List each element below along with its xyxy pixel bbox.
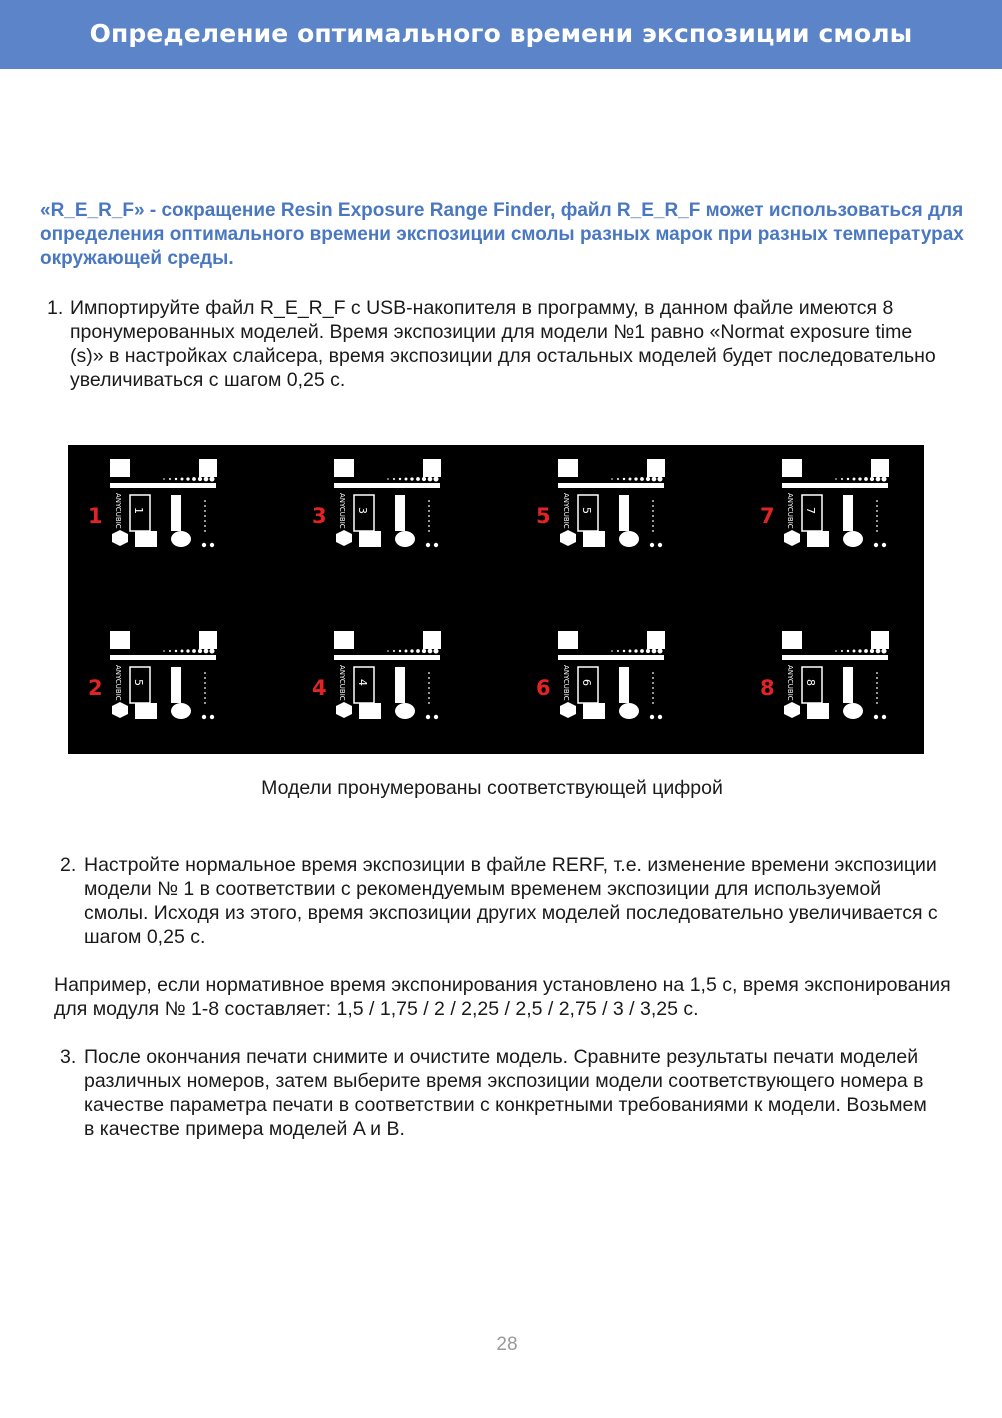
top-right-square <box>871 631 889 649</box>
dot-marker <box>387 650 389 652</box>
top-left-square <box>558 459 578 477</box>
figure-caption: Модели пронумерованы соответствующей цифрой <box>261 777 723 799</box>
pin-dot <box>204 697 206 699</box>
pin-dot <box>428 505 430 507</box>
dot-marker <box>640 477 644 481</box>
engraved-number: 1 <box>132 507 145 514</box>
pin-dot <box>652 682 654 684</box>
hexagon-shape <box>560 530 576 546</box>
pin-dot <box>876 672 878 674</box>
small-dot <box>874 715 878 719</box>
dot-marker <box>186 477 189 480</box>
bottom-ellipse <box>843 703 863 719</box>
pin-dot <box>204 500 206 502</box>
pin-dot <box>428 692 430 694</box>
dot-marker <box>870 477 874 481</box>
pin-dot <box>204 510 206 512</box>
model-number-label: 2 <box>88 676 103 700</box>
pin-dot <box>652 510 654 512</box>
dot-marker <box>410 649 413 652</box>
dot-marker <box>876 649 881 654</box>
pin-dot <box>652 692 654 694</box>
small-dot <box>882 543 886 547</box>
hexagon-shape <box>784 530 800 546</box>
vertical-pillar <box>171 667 181 703</box>
pin-dot <box>876 505 878 507</box>
dot-marker <box>181 650 184 653</box>
top-left-square <box>558 631 578 649</box>
pin-dot <box>876 682 878 684</box>
dot-marker <box>629 478 632 481</box>
horizontal-bar <box>782 483 888 488</box>
dot-marker <box>433 648 438 653</box>
dot-marker <box>611 478 613 480</box>
bottom-rectangle <box>359 703 381 719</box>
pin-dot <box>204 515 206 517</box>
small-dot <box>650 543 654 547</box>
top-left-square <box>110 459 130 477</box>
step-number: 1. <box>47 297 64 319</box>
pin-dot <box>428 520 430 522</box>
pin-dot <box>204 702 206 704</box>
example-paragraph: Например, если нормативное время экспонирования установлено на 1,5 с, время экспонирования для модуля № 1-8 составляет: 1,5 / 1,75 / 2 / 2,25 / 2,5 / 2,75 / 3 / 3,25 с. <box>54 974 951 1020</box>
side-brand-text: ANYCUBIC <box>338 493 346 529</box>
engraved-number: 8 <box>804 679 817 686</box>
dot-marker <box>399 478 401 480</box>
top-left-square <box>782 631 802 649</box>
vertical-pillar <box>619 495 629 531</box>
dot-marker <box>186 649 189 652</box>
dot-marker <box>416 477 420 481</box>
side-brand-text: ANYCUBIC <box>562 665 570 701</box>
small-dot <box>202 715 206 719</box>
engraved-number: 4 <box>356 679 369 686</box>
horizontal-bar <box>334 483 440 488</box>
dot-marker <box>617 650 619 652</box>
model-number-label: 5 <box>536 504 551 528</box>
page-title: Определение оптимального времени экспозиции смолы <box>89 19 913 48</box>
bottom-rectangle <box>583 531 605 547</box>
dot-marker <box>646 649 650 653</box>
dot-marker <box>864 649 868 653</box>
dot-marker <box>393 478 395 480</box>
model-number-label: 1 <box>88 504 103 528</box>
pin-dot <box>428 515 430 517</box>
engraved-number: 7 <box>804 507 817 514</box>
bottom-ellipse <box>395 531 415 547</box>
model-number-label: 4 <box>312 676 327 700</box>
dot-marker <box>204 649 209 654</box>
bottom-ellipse <box>619 703 639 719</box>
bottom-ellipse <box>395 703 415 719</box>
pin-dot <box>204 687 206 689</box>
dot-marker <box>405 478 408 481</box>
dot-marker <box>410 477 413 480</box>
bottom-rectangle <box>583 703 605 719</box>
dot-marker <box>657 476 662 481</box>
dot-marker <box>853 650 856 653</box>
side-brand-text: ANYCUBIC <box>786 493 794 529</box>
dot-marker <box>422 649 426 653</box>
pin-dot <box>876 525 878 527</box>
rerf-models-image <box>68 445 924 754</box>
dot-marker <box>611 650 613 652</box>
side-brand-text: ANYCUBIC <box>562 493 570 529</box>
dot-marker <box>841 478 843 480</box>
dot-marker <box>657 648 662 653</box>
pin-dot <box>652 500 654 502</box>
dot-marker <box>634 477 637 480</box>
pin-dot <box>652 525 654 527</box>
dot-marker <box>617 478 619 480</box>
vertical-pillar <box>395 495 405 531</box>
horizontal-bar <box>558 655 664 660</box>
dot-marker <box>192 477 196 481</box>
model-number-label: 7 <box>760 504 775 528</box>
top-right-square <box>423 631 441 649</box>
dot-marker <box>858 477 861 480</box>
pin-dot <box>652 687 654 689</box>
bottom-rectangle <box>135 703 157 719</box>
dot-marker <box>209 476 214 481</box>
dot-marker <box>204 477 209 482</box>
side-brand-text: ANYCUBIC <box>114 665 122 701</box>
engraved-number: 5 <box>132 679 145 686</box>
model-number-label: 3 <box>312 504 327 528</box>
small-dot <box>658 543 662 547</box>
dot-marker <box>623 478 625 480</box>
pin-dot <box>876 687 878 689</box>
pin-dot <box>876 510 878 512</box>
model-number-label: 6 <box>536 676 551 700</box>
dot-marker <box>858 649 861 652</box>
dot-marker <box>835 650 837 652</box>
top-right-square <box>647 459 665 477</box>
small-dot <box>210 543 214 547</box>
top-left-square <box>782 459 802 477</box>
side-brand-text: ANYCUBIC <box>114 493 122 529</box>
page-number: 28 <box>496 1334 518 1355</box>
vertical-pillar <box>843 667 853 703</box>
pin-dot <box>652 520 654 522</box>
small-dot <box>434 715 438 719</box>
bottom-ellipse <box>619 531 639 547</box>
pin-dot <box>876 697 878 699</box>
dot-marker <box>209 648 214 653</box>
dot-marker <box>422 477 426 481</box>
test-model <box>760 459 889 547</box>
pin-dot <box>428 702 430 704</box>
horizontal-bar <box>110 483 216 488</box>
pin-dot <box>428 500 430 502</box>
pin-dot <box>204 672 206 674</box>
pin-dot <box>876 677 878 679</box>
dot-marker <box>169 478 171 480</box>
top-left-square <box>334 459 354 477</box>
small-dot <box>434 543 438 547</box>
horizontal-bar <box>110 655 216 660</box>
pin-dot <box>204 692 206 694</box>
pin-dot <box>876 520 878 522</box>
dot-marker <box>387 478 389 480</box>
pin-dot <box>204 530 206 532</box>
bottom-ellipse <box>171 531 191 547</box>
dot-marker <box>881 476 886 481</box>
small-dot <box>210 715 214 719</box>
engraved-number: 3 <box>356 507 369 514</box>
dot-marker <box>634 649 637 652</box>
test-model <box>312 631 441 719</box>
vertical-pillar <box>171 495 181 531</box>
vertical-pillar <box>619 667 629 703</box>
intro-paragraph: «R_E_R_F» - сокращение Resin Exposure Range Finder, файл R_E_R_F может использоваться для определения оптимального времени экспозиции смолы разных марок при разных температурах окружающей среды. <box>40 200 964 269</box>
pin-dot <box>428 697 430 699</box>
hexagon-shape <box>336 702 352 718</box>
pin-dot <box>652 702 654 704</box>
pin-dot <box>652 672 654 674</box>
vertical-pillar <box>395 667 405 703</box>
dot-marker <box>646 477 650 481</box>
dot-marker <box>405 650 408 653</box>
test-model <box>88 459 217 547</box>
dot-marker <box>175 650 177 652</box>
dot-marker <box>629 650 632 653</box>
pin-dot <box>652 697 654 699</box>
small-dot <box>658 715 662 719</box>
top-right-square <box>199 631 217 649</box>
side-brand-text: ANYCUBIC <box>786 665 794 701</box>
dot-marker <box>198 649 202 653</box>
dot-marker <box>864 477 868 481</box>
step-1 <box>47 296 947 392</box>
dot-marker <box>163 478 165 480</box>
dot-marker <box>652 477 657 482</box>
dot-marker <box>175 478 177 480</box>
page-header <box>0 0 1002 69</box>
dot-marker <box>847 478 849 480</box>
engraved-number: 5 <box>580 507 593 514</box>
test-model <box>88 631 217 719</box>
pin-dot <box>204 525 206 527</box>
dot-marker <box>428 649 433 654</box>
pin-dot <box>428 530 430 532</box>
top-right-square <box>423 459 441 477</box>
side-brand-text: ANYCUBIC <box>338 665 346 701</box>
small-dot <box>650 715 654 719</box>
dot-marker <box>198 477 202 481</box>
step-text: Импортируйте файл R_E_R_F с USB-накопителя в программу, в данном файле имеются 8 пронумерованных моделей. Время экспозиции для модели №1 равно «Normat exposure time (s)» в настройках слайсера, время экспозиции для остальных моделей будет последовательно увеличиваться с шагом 0,25 с. <box>70 297 936 391</box>
pin-dot <box>652 530 654 532</box>
dot-marker <box>428 477 433 482</box>
pin-dot <box>876 530 878 532</box>
pin-dot <box>428 525 430 527</box>
pin-dot <box>652 515 654 517</box>
test-model <box>312 459 441 547</box>
pin-dot <box>876 702 878 704</box>
test-model <box>760 631 889 719</box>
pin-dot <box>428 672 430 674</box>
dot-marker <box>399 650 401 652</box>
horizontal-bar <box>558 483 664 488</box>
pin-dot <box>652 505 654 507</box>
pin-dot <box>204 505 206 507</box>
pin-dot <box>428 687 430 689</box>
top-left-square <box>334 631 354 649</box>
step-2 <box>60 853 940 949</box>
pin-dot <box>876 500 878 502</box>
test-model <box>536 631 665 719</box>
dot-marker <box>163 650 165 652</box>
model-number-label: 8 <box>760 676 775 700</box>
dot-marker <box>835 478 837 480</box>
step-number: 2. <box>60 854 77 876</box>
dot-marker <box>876 477 881 482</box>
dot-marker <box>393 650 395 652</box>
hexagon-shape <box>112 702 128 718</box>
bottom-ellipse <box>171 703 191 719</box>
dot-marker <box>433 476 438 481</box>
top-right-square <box>871 459 889 477</box>
pin-dot <box>428 677 430 679</box>
small-dot <box>202 543 206 547</box>
pin-dot <box>876 515 878 517</box>
hexagon-shape <box>336 530 352 546</box>
pin-dot <box>652 677 654 679</box>
dot-marker <box>881 648 886 653</box>
hexagon-shape <box>112 530 128 546</box>
small-dot <box>874 543 878 547</box>
dot-marker <box>192 649 196 653</box>
pin-dot <box>204 677 206 679</box>
test-model <box>536 459 665 547</box>
dot-marker <box>847 650 849 652</box>
horizontal-bar <box>334 655 440 660</box>
small-dot <box>426 715 430 719</box>
dot-marker <box>416 649 420 653</box>
vertical-pillar <box>843 495 853 531</box>
dot-marker <box>169 650 171 652</box>
engraved-number: 6 <box>580 679 593 686</box>
bottom-rectangle <box>359 531 381 547</box>
bottom-rectangle <box>807 531 829 547</box>
step-3 <box>60 1045 940 1141</box>
top-left-square <box>110 631 130 649</box>
bottom-rectangle <box>807 703 829 719</box>
pin-dot <box>428 510 430 512</box>
bottom-rectangle <box>135 531 157 547</box>
step-text: Настройте нормальное время экспозиции в файле RERF, т.е. изменение времени экспозиции модели № 1 в соответствии с рекомендуемым временем экспозиции для используемой смолы. Исходя из этого, время экспозиции других моделей последовательно увеличивается с шагом 0,25 с. <box>84 854 938 948</box>
pin-dot <box>204 682 206 684</box>
top-right-square <box>199 459 217 477</box>
dot-marker <box>652 649 657 654</box>
hexagon-shape <box>784 702 800 718</box>
small-dot <box>426 543 430 547</box>
dot-marker <box>623 650 625 652</box>
pin-dot <box>876 692 878 694</box>
dot-marker <box>181 478 184 481</box>
hexagon-shape <box>560 702 576 718</box>
dot-marker <box>640 649 644 653</box>
bottom-ellipse <box>843 531 863 547</box>
top-right-square <box>647 631 665 649</box>
pin-dot <box>204 520 206 522</box>
dot-marker <box>853 478 856 481</box>
step-number: 3. <box>60 1046 77 1068</box>
rerf-models-figure <box>68 445 924 754</box>
small-dot <box>882 715 886 719</box>
dot-marker <box>870 649 874 653</box>
horizontal-bar <box>782 655 888 660</box>
pin-dot <box>428 682 430 684</box>
step-text: После окончания печати снимите и очистите модель. Сравните результаты печати моделей различных номеров, затем выберите время экспозиции модели соответствующего номера в качестве параметра печати в соответствии с конкретными требованиями к модели. Возьмем в качестве примера моделей A и B. <box>84 1046 927 1140</box>
dot-marker <box>841 650 843 652</box>
